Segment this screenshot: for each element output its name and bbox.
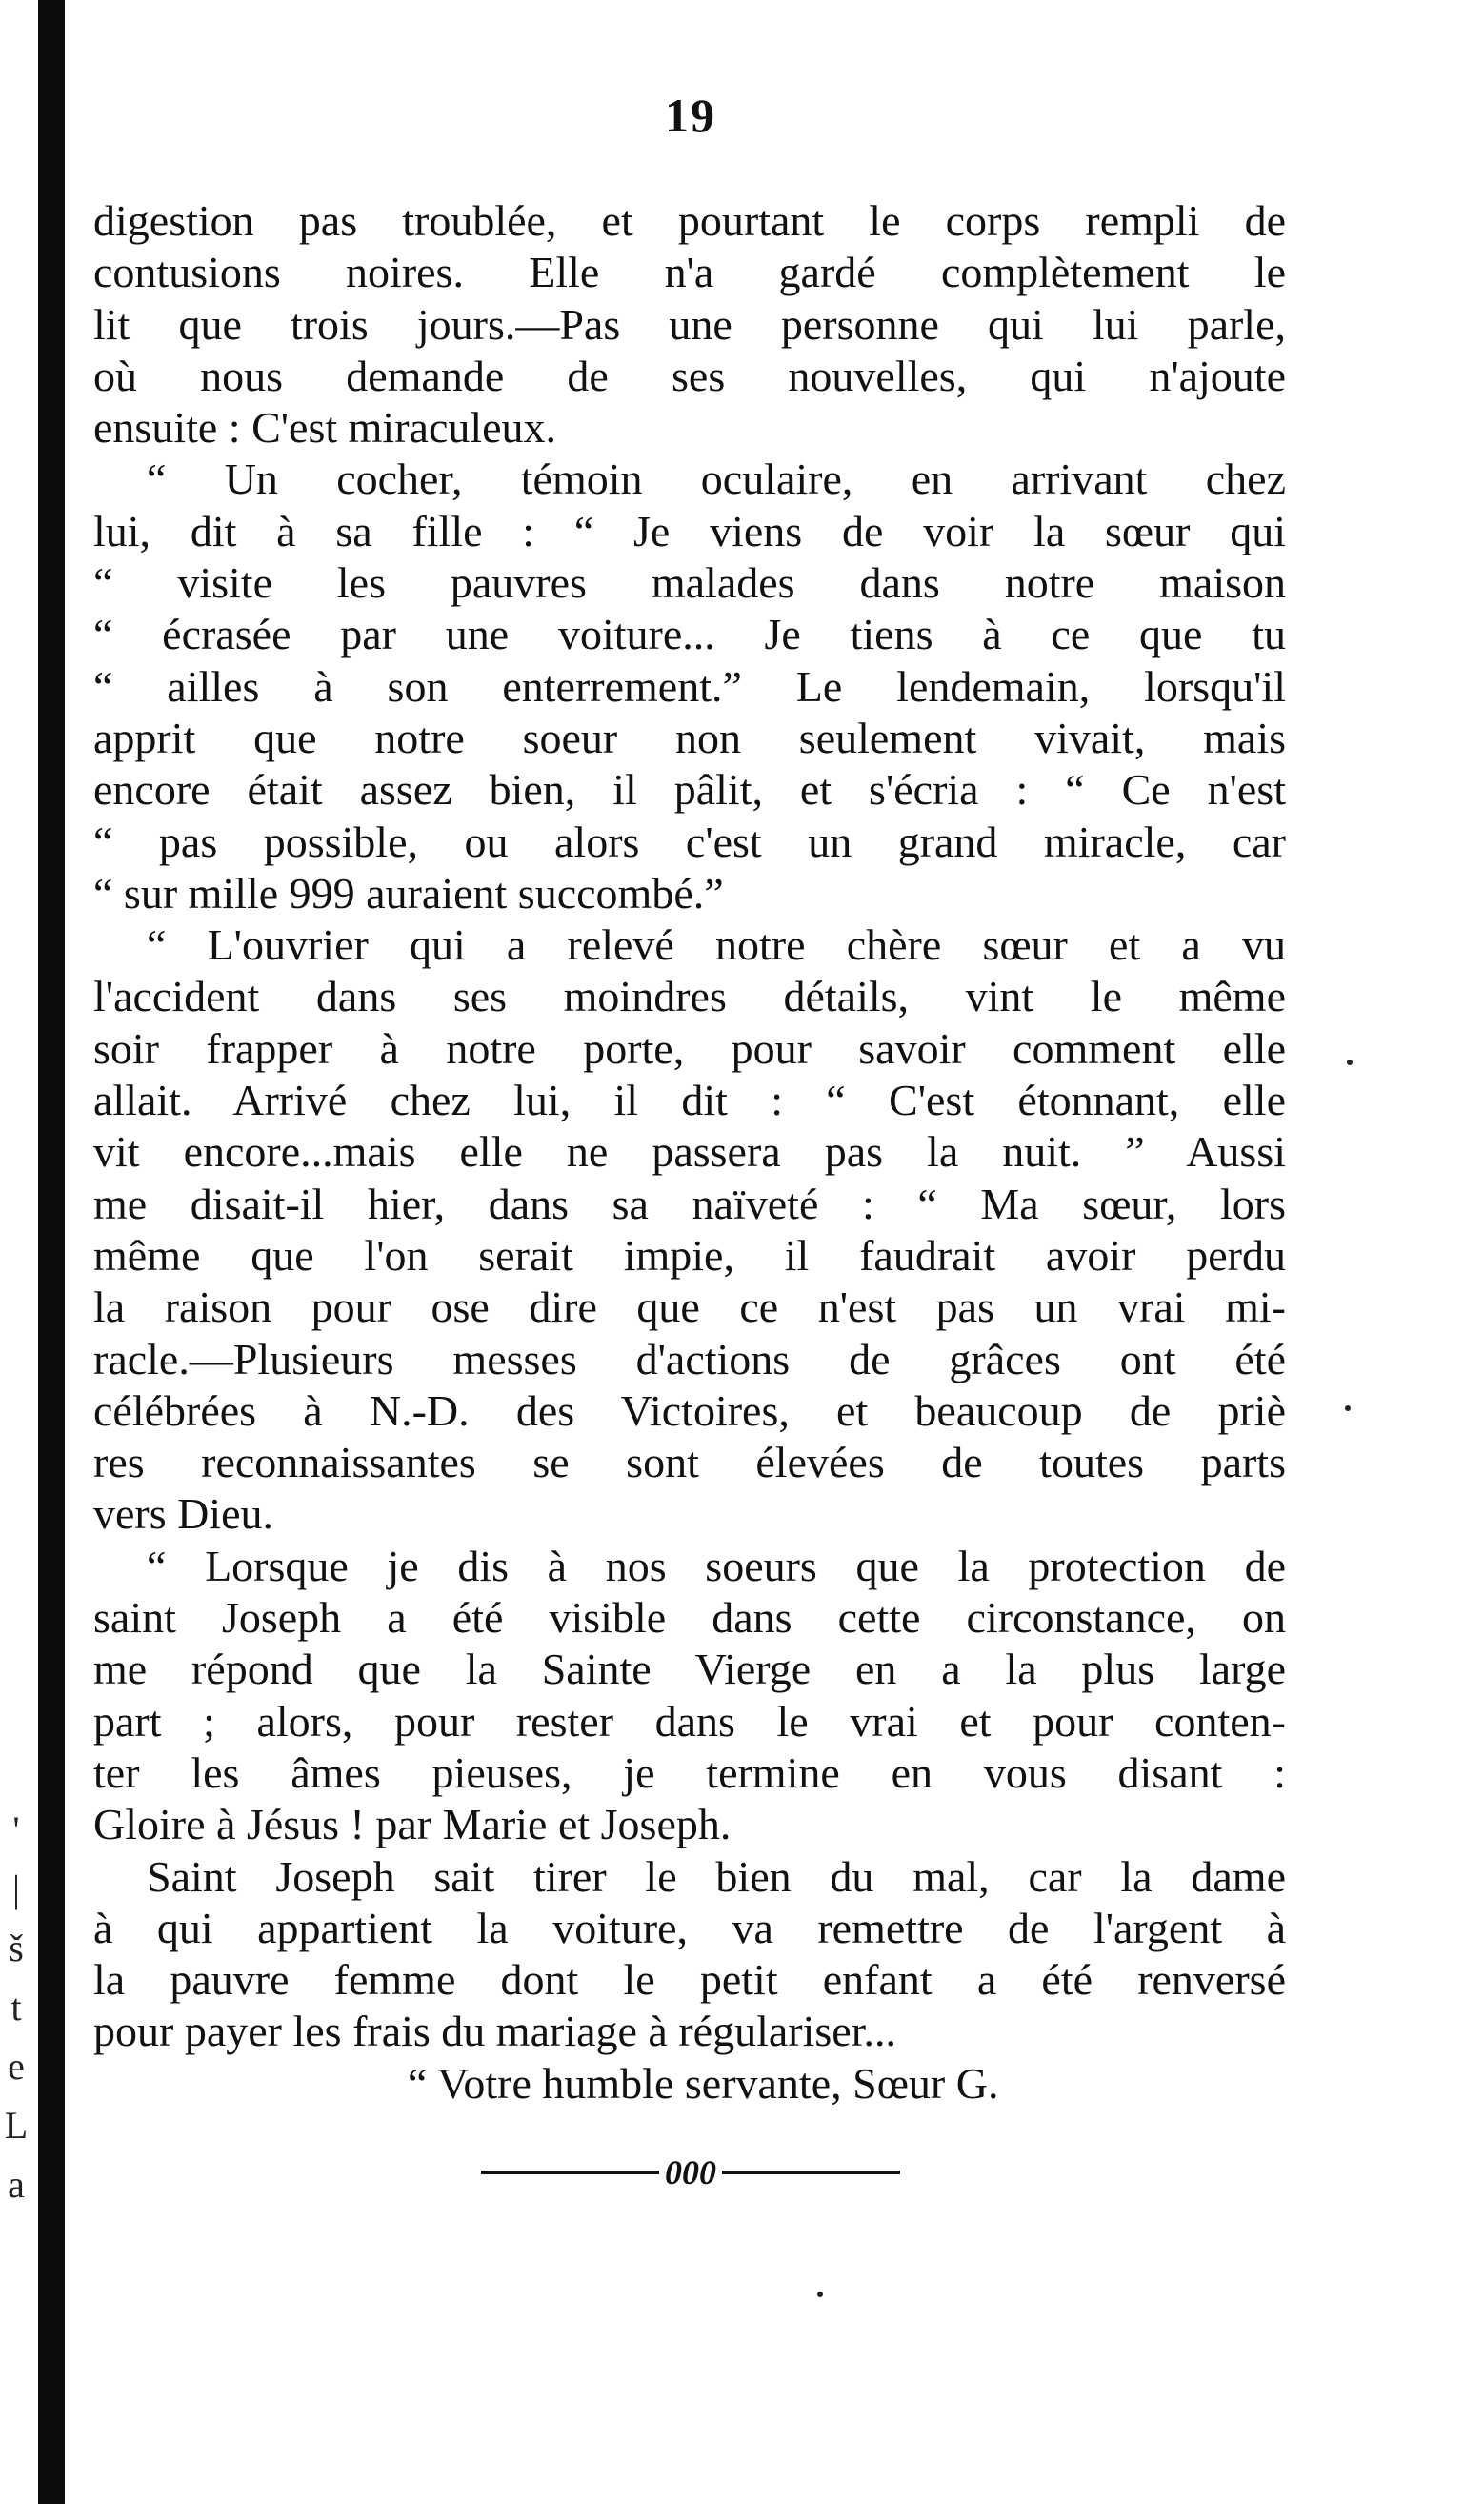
- page-number: 19: [665, 89, 716, 142]
- text-line: Saint Joseph sait tirer le bien du mal, car la dame: [147, 1851, 1286, 1901]
- text-line: la pauvre femme dont le petit enfant a été renversé: [93, 1955, 1286, 2005]
- text-line: même que l'on serait impie, il faudrait avoir perdu: [93, 1230, 1286, 1280]
- margin-marks: [2, 1801, 30, 2214]
- text-line: l'accident dans ses moindres détails, vint le même: [93, 972, 1286, 1021]
- text-line: la raison pour ose dire que ce n'est pas un vrai mi-: [93, 1282, 1286, 1332]
- paragraph-4: [93, 1541, 1286, 1851]
- text-line: vers Dieu.: [93, 1489, 274, 1539]
- text-line: “ Lorsque je dis à nos soeurs que la protection de: [147, 1541, 1286, 1590]
- text-line: me répond que la Sainte Vierge en a la plus large: [93, 1645, 1286, 1694]
- text-line: lit que trois jours.—Pas une personne qui lui parle,: [93, 299, 1286, 349]
- margin-mark: š: [9, 1927, 24, 1969]
- text-line: “ écrasée par une voiture... Je tiens à ce que tu: [93, 610, 1286, 659]
- separator: [481, 2153, 900, 2191]
- print-speck: [1347, 1060, 1353, 1065]
- paragraph-5: [93, 1851, 1286, 2058]
- paragraph-1: [93, 195, 1286, 454]
- text-line: “ pas possible, ou alors c'est un grand miracle, car: [93, 817, 1286, 866]
- separator-mark: 000: [665, 2153, 716, 2191]
- print-speck: [817, 2292, 823, 2297]
- text-line: ensuite : C'est miraculeux.: [93, 403, 557, 453]
- separator-rule-left: [481, 2171, 659, 2174]
- text-line: me disait-il hier, dans sa naïveté : “ Ma sœur, lors: [93, 1179, 1286, 1228]
- text-line: “ visite les pauvres malades dans notre maison: [93, 558, 1286, 608]
- text-line: lui, dit à sa fille : “ Je viens de voir la sœur qui: [93, 506, 1286, 555]
- margin-mark: L: [4, 2104, 29, 2147]
- text-line: où nous demande de ses nouvelles, qui n'ajoute: [93, 351, 1286, 400]
- text-line: “ sur mille 999 auraient succombé.”: [93, 868, 724, 918]
- text-line: saint Joseph a été visible dans cette circonstance, on: [93, 1593, 1286, 1643]
- text-line: ter les âmes pieuses, je termine en vous disant :: [93, 1747, 1286, 1797]
- text-line: apprit que notre soeur non seulement vivait, mais: [93, 713, 1286, 762]
- margin-mark: e: [8, 2045, 25, 2088]
- margin-mark: t: [10, 1986, 22, 2029]
- text-line: soir frapper à notre porte, pour savoir comment elle: [93, 1023, 1286, 1073]
- margin-mark: ': [12, 1808, 20, 1851]
- text-line: célébrées à N.-D. des Victoires, et beaucoup de priè: [93, 1385, 1286, 1435]
- paragraph-2: [93, 454, 1286, 919]
- margin-mark: a: [8, 2163, 25, 2206]
- print-speck: [1345, 1405, 1351, 1411]
- text-column: [93, 195, 1286, 2110]
- text-line: Gloire à Jésus ! par Marie et Joseph.: [93, 1800, 732, 1849]
- paragraph-3: [93, 919, 1286, 1541]
- text-line: res reconnaissantes se sont élevées de toutes parts: [93, 1438, 1286, 1487]
- text-line: “ L'ouvrier qui a relevé notre chère sœur et a vu: [147, 920, 1286, 970]
- text-line: digestion pas troublée, et pourtant le corps rempli de: [93, 196, 1286, 245]
- text-line: “ ailles à son enterrement.” Le lendemain, lorsqu'il: [93, 661, 1286, 711]
- text-line: racle.—Plusieurs messes d'actions de grâces ont été: [93, 1334, 1286, 1383]
- text-line: allait. Arrivé chez lui, il dit : “ C'est étonnant, elle: [93, 1076, 1286, 1125]
- margin-mark: |: [11, 1868, 20, 1910]
- text-line: à qui appartient la voiture, va remettre de l'argent à: [93, 1903, 1286, 1952]
- text-line: vit encore...mais elle ne passera pas la nuit. ” Aussi: [93, 1127, 1286, 1177]
- text-line: “ Un cocher, témoin oculaire, en arrivant chez: [147, 454, 1286, 504]
- signature: “ Votre humble servante, Sœur G.: [408, 2058, 999, 2108]
- text-line: encore était assez bien, il pâlit, et s'écria : “ Ce n'est: [93, 765, 1286, 815]
- text-line: contusions noires. Elle n'a gardé complètement le: [93, 248, 1286, 297]
- text-line: part ; alors, pour rester dans le vrai et pour conten-: [93, 1696, 1286, 1746]
- separator-rule-right: [722, 2171, 900, 2174]
- binding-edge: [38, 0, 65, 2504]
- text-line: pour payer les frais du mariage à régulariser...: [93, 2007, 896, 2056]
